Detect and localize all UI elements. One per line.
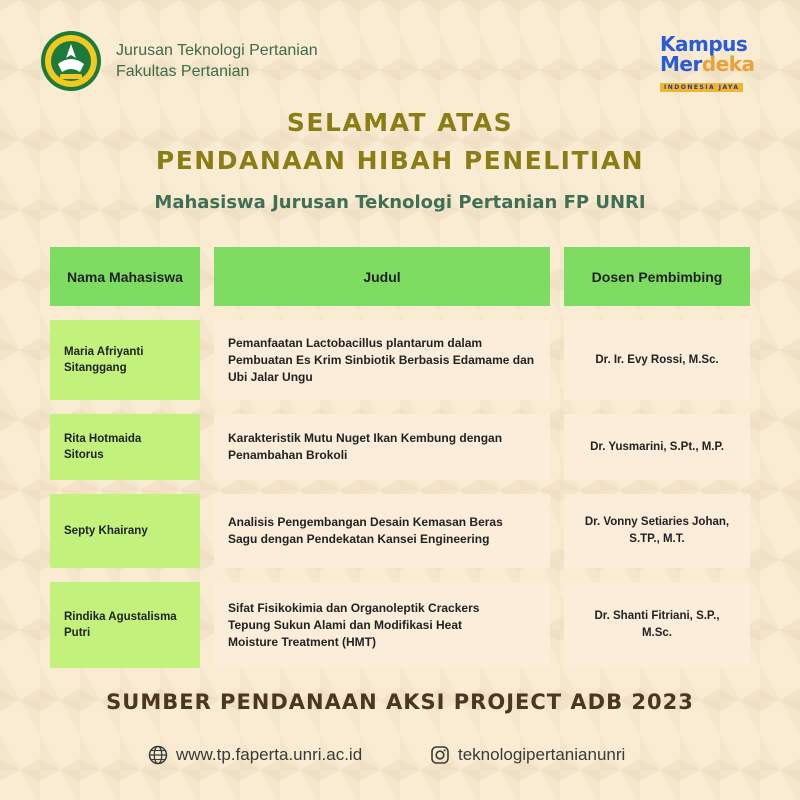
header-judul: Judul bbox=[214, 247, 550, 306]
university-logo bbox=[40, 30, 102, 92]
globe-icon bbox=[148, 745, 168, 765]
subtitle: Mahasiswa Jurusan Teknologi Pertanian FP UNRI bbox=[154, 192, 646, 213]
institution-header bbox=[40, 30, 318, 92]
kampus-merdeka-logo bbox=[660, 34, 760, 93]
kampus-merdeka-line2: Merdeka bbox=[660, 52, 755, 76]
instagram-icon bbox=[430, 745, 450, 765]
website-contact[interactable] bbox=[148, 745, 362, 765]
table-row-title: Analisis Pengembangan Desain Kemasan Beras Sagu dengan Pendekatan Kansei Engineering bbox=[214, 494, 550, 568]
kampus-merdeka-tagline: INDONESIA JAYA bbox=[660, 83, 743, 92]
table-row-advisor: Dr. Ir. Evy Rossi, M.Sc. bbox=[564, 320, 750, 400]
congrats-title-line2: PENDANAAN HIBAH PENELITIAN bbox=[155, 146, 645, 175]
table-row-advisor: Dr. Yusmarini, S.Pt., M.P. bbox=[564, 414, 750, 480]
header-dosen-pembimbing: Dosen Pembimbing bbox=[564, 247, 750, 306]
table-row-name: Rindika Agustalisma Putri bbox=[50, 582, 200, 668]
table-row-name: Septy Khairany bbox=[50, 494, 200, 568]
table-row-title: Sifat Fisikokimia dan Organoleptik Crackers Tepung Sukun Alami dan Modifikasi Heat Moisture Treatment (HMT) bbox=[214, 582, 550, 668]
instagram-handle[interactable]: teknologipertanianunri bbox=[458, 745, 626, 764]
table-row-name: Maria Afriyanti Sitanggang bbox=[50, 320, 200, 400]
congrats-title-line1: SELAMAT ATAS bbox=[286, 108, 514, 137]
institution-department: Jurusan Teknologi Pertanian bbox=[116, 42, 318, 59]
table-row-title: Pemanfaatan Lactobacillus plantarum dalam Pembuatan Es Krim Sinbiotik Berbasis Edamame dan Ubi Jalar Ungu bbox=[214, 320, 550, 400]
table-row-advisor: Dr. Shanti Fitriani, S.P., M.Sc. bbox=[564, 582, 750, 668]
table-row-name: Rita Hotmaida Sitorus bbox=[50, 414, 200, 480]
institution-faculty: Fakultas Pertanian bbox=[116, 63, 250, 80]
header-nama-mahasiswa: Nama Mahasiswa bbox=[50, 247, 200, 306]
website-url[interactable]: www.tp.faperta.unri.ac.id bbox=[176, 745, 363, 764]
instagram-contact[interactable] bbox=[430, 745, 625, 765]
table-row-title: Karakteristik Mutu Nuget Ikan Kembung dengan Penambahan Brokoli bbox=[214, 414, 550, 480]
kampus-merdeka-line1: Kampus bbox=[660, 32, 748, 56]
funding-source: SUMBER PENDANAAN AKSI PROJECT ADB 2023 bbox=[106, 690, 694, 714]
table-row-advisor: Dr. Vonny Setiaries Johan, S.TP., M.T. bbox=[564, 494, 750, 568]
